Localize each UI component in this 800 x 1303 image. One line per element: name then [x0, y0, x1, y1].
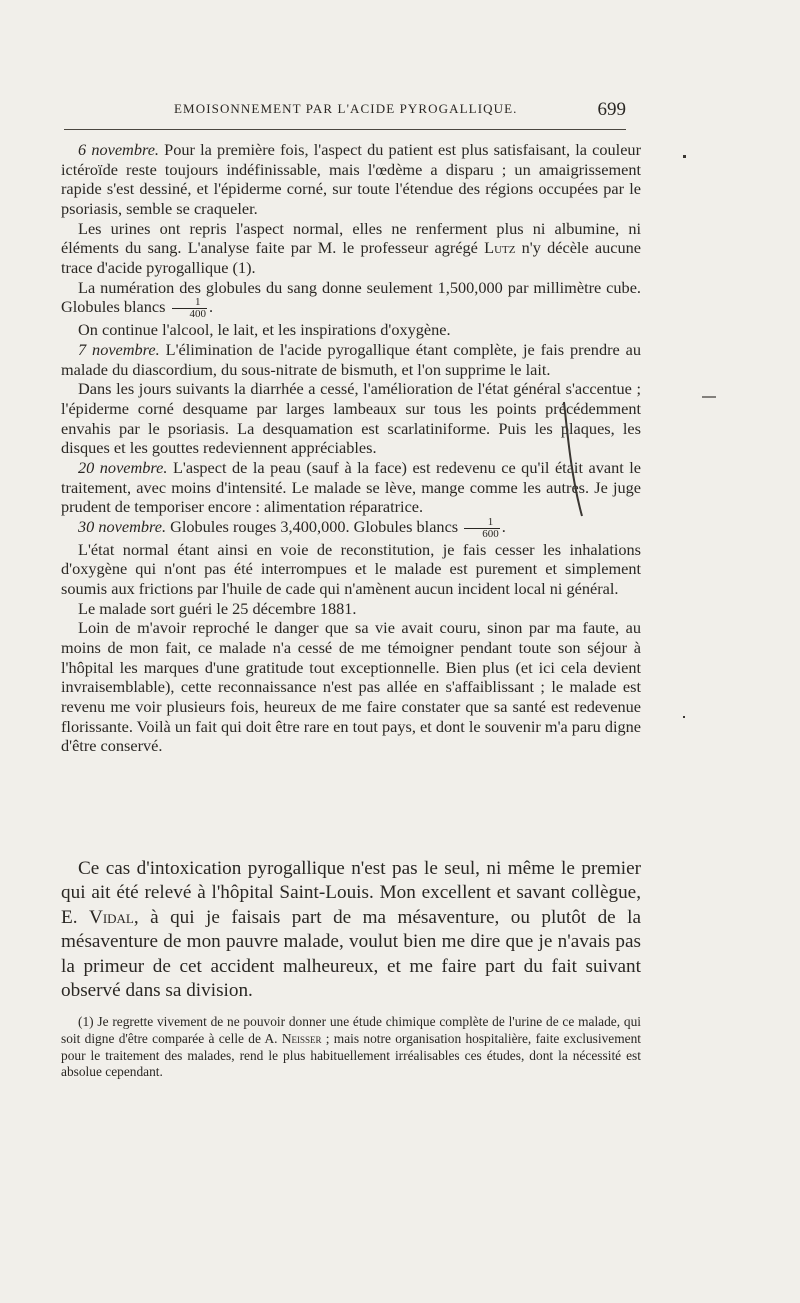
paragraph: Le malade sort guéri le 25 décembre 1881.	[78, 598, 357, 618]
date: 30 novembre.	[78, 517, 167, 537]
margin-speck-icon	[702, 396, 716, 398]
body-text	[61, 140, 641, 756]
pencil-mark-icon	[560, 400, 590, 520]
paragraph: L'état normal étant ainsi en voie de reconstitution, je fais cesser les inhalations d'oxygène qui n'ont pas été interrompues et le malade est purement et simplement soumis aux frictions par l'huile de cade qui n'amènent aucun incident local ni général.	[61, 539, 641, 599]
page-header	[62, 101, 628, 125]
margin-speck-icon	[683, 155, 686, 158]
person-name: Vidal	[88, 906, 134, 928]
paragraph: 7 novembre. L'élimination de l'acide pyrogallique étant complète, je fais prendre au malade du diascordium, du sous-nitrate de bismuth, et l'on supprime le lait.	[61, 339, 642, 379]
footnote: (1) Je regrette vivement de ne pouvoir donner une étude chimique complète de l'urine de ce malade, qui soit digne d'être comparée à celle de A. Neisser ; mais notre organisation hospitalière, faite exclusivement pour le traitement des malades, rend le plus habituellement irréalisables ces études, dont la nécessité est absolue cependant.	[61, 1014, 641, 1080]
date: 20 novembre.	[78, 457, 168, 477]
running-title: EMOISONNEMENT PAR L'ACIDE PYROGALLIQUE.	[174, 101, 518, 116]
paragraph: 6 novembre. Pour la première fois, l'aspect du patient est plus satisfaisant, la couleur ictéroïde reste toujours indéfinissable, mais l'œdème a disparu ; un amaigrissement rapide s'est dessiné, et l'épiderme corné, sur toute l'étendue des régions occupées par le psoriasis, semble se craqueler.	[61, 140, 641, 218]
paragraph: Les urines ont repris l'aspect normal, elles ne renferment plus ni albumine, ni éléments du sang. L'analyse faite par M. le professeur agrégé Lutz n'y décèle aucune trace d'acide pyrogallique (1).	[61, 218, 641, 277]
paragraph: 30 novembre. Globules rouges 3,400,000. Globules blancs $\frac{1}{600}$ .	[78, 515, 506, 540]
paragraph: Dans les jours suivants la diarrhée a cessé, l'amélioration de l'état général s'accentue ; l'épiderme corné desquame par larges lambeaux sur tous les points précédemment envahis par le psoriasis. La desquamation est scarlatiniforme. Puis les plaques, les disques et les gouttes redeviennent appréciables.	[61, 379, 641, 458]
page-number: 699	[597, 99, 626, 120]
date: 7 novembre.	[78, 339, 160, 359]
date: 6 novembre.	[78, 140, 159, 159]
fraction: $\frac{1}{600}$	[464, 517, 500, 540]
fraction: $\frac{1}{400}$	[172, 297, 208, 320]
paragraph: La numération des globules du sang donne seulement 1,500,000 par millimètre cube. Globules blancs $\frac{1}{400}$ .	[61, 277, 641, 321]
margin-speck-icon	[683, 716, 685, 718]
person-name: Neisser	[281, 1030, 322, 1046]
paragraph: On continue l'alcool, le lait, et les inspirations d'oxygène.	[78, 320, 451, 340]
person-name: Lutz	[484, 238, 516, 258]
paragraph: 20 novembre. L'aspect de la peau (sauf à la face) est redevenu ce qu'il était avant le traitement, avec moins d'intensité. Le malade se lève, mange comme les autres. Je juge prudent de temporiser encore : alimentation réparatrice.	[61, 457, 641, 517]
paragraph: Loin de m'avoir reproché le danger que sa vie avait couru, sinon par ma faute, au moins de mon fait, ce malade n'a cessé de me témoigner pendant toute son séjour à l'hôpital les marques d'une gratitude tout exceptionnelle. Bien plus (et ici cela devient invraisemblable), cette reconnaissance n'est pas allée en s'affaiblissant ; le malade est revenu me voir plusieurs fois, heureux de me faire constater que sa santé est redevenue florissante. Voilà un fait qui doit être rare en tout pays, et dont le souvenir m'a paru digne d'être conservé.	[61, 618, 641, 756]
large-paragraph: Ce cas d'intoxication pyrogallique n'est pas le seul, ni même le premier qui ait été relevé à l'hôpital Saint-Louis. Mon excellent et savant collègue, E. Vidal, à qui je faisais part de ma mésaventure, ou plutôt de la mésaventure de mon pauvre malade, voulut bien me dire que je n'avais pas la primeur de cet accident malheureux, et me faire part du fait suivant observé dans sa division.	[61, 858, 641, 1002]
header-rule	[64, 129, 626, 130]
